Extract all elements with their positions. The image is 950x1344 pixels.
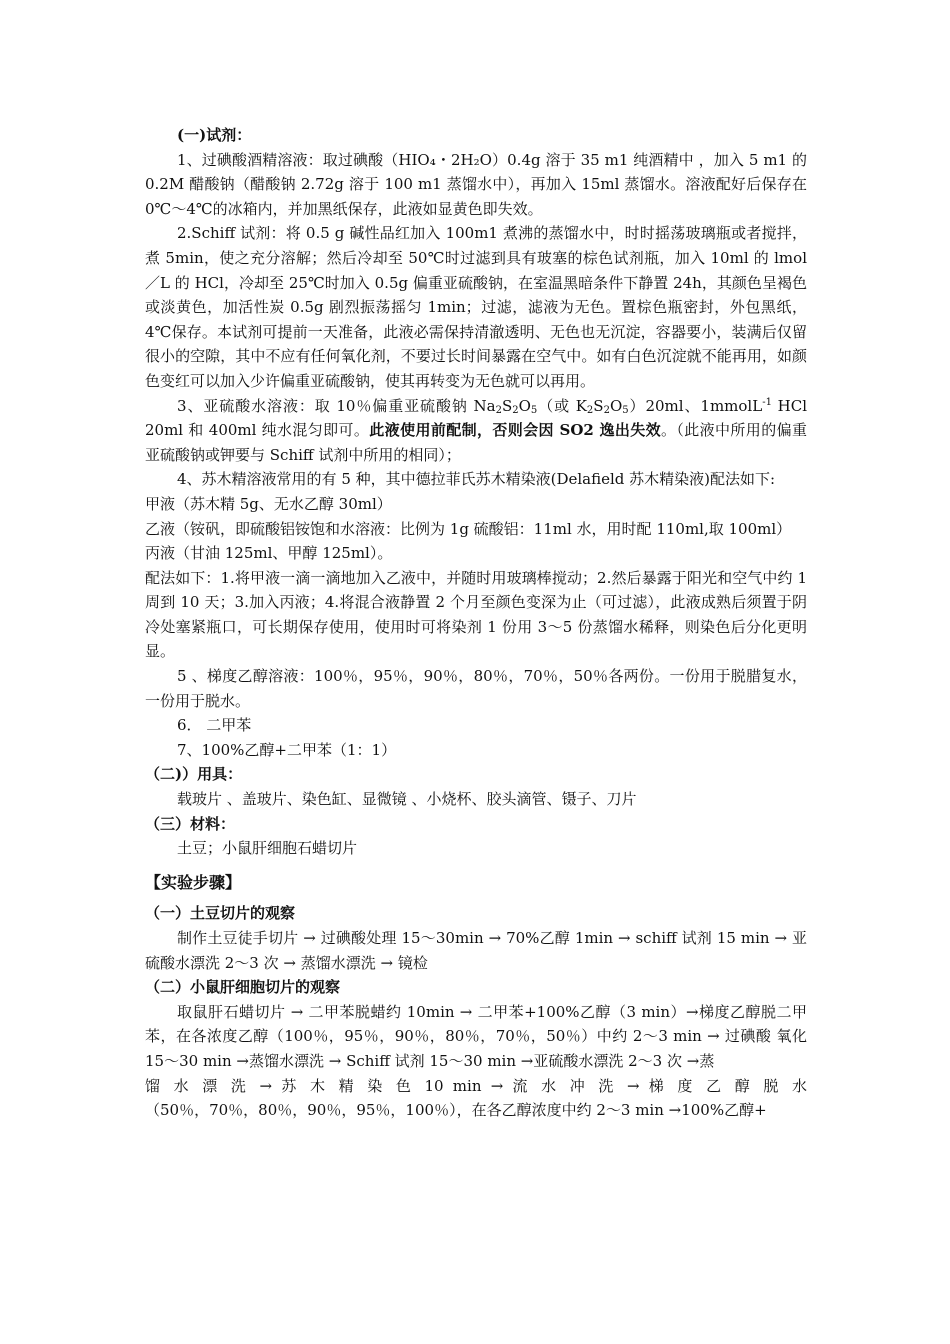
step-2-procedure-line-2: 馏 水 漂 洗 → 苏 木 精 染 色 10 min → 流 水 冲 洗 → 梯 度 乙 醇 脱 水 <box>145 1076 807 1095</box>
step-1-procedure: 制作土豆徒手切片 → 过碘酸处理 15～30min → 70%乙醇 1min → schiff 试剂 15 min → 亚硫酸水漂洗 2～3 次 → 蒸馏水漂洗 → 镜检 <box>145 929 807 972</box>
reagent-2-paragraph: 2.Schiff 试剂：将 0.5 g 碱性品红加入 100m1 煮沸的蒸馏水中，时时摇荡玻璃瓶或者搅拌，煮 5min，使之充分溶解；然后冷却至 50℃时过滤到具有玻塞的棕色试剂瓶，加入 10ml 的 lmol／L 的 HCl，冷却至 25℃时加入 0.5g 偏重亚硫酸钠，在室温黑暗条件下静置 24h，其颜色呈褐色或淡黄色，加活性炭 0.5g 剧烈振荡摇匀 1min；过滤，滤液为无色。置棕色瓶密封，外包黑纸，4℃保存。本试剂可提前一天准备，此液必需保持清澈透明、无色也无沉淀，容器要小，装满后仅留很小的空隙，其中不应有任何氧化剂，不要过长时间暴露在空气中。如有白色沉淀就不能再用，如颜色变红可以加入少许偏重亚硫酸钠，使其再转变为无色就可以再用。 <box>145 224 807 390</box>
solution-a-line: 甲液（苏木精 5g、无水乙醇 30ml） <box>145 494 392 513</box>
materials-list: 土豆；小鼠肝细胞石蜡切片 <box>177 839 358 858</box>
section-materials-heading: （三）材料： <box>145 814 236 833</box>
steps-heading: 【实验步骤】 <box>145 872 242 892</box>
step-1-heading: （一）土豆切片的观察 <box>145 904 296 923</box>
solution-c-line: 丙液（甘油 125ml、甲醇 125ml）。 <box>145 544 393 563</box>
reagent-3-warning: 此液使用前配制，否则会因 SO2 逸出失效 <box>369 421 661 440</box>
reagent-4-paragraph: 4、苏木精溶液常用的有 5 种，其中德拉菲氏苏木精染液(Delafield 苏木精染液)配法如下: <box>177 470 776 489</box>
solution-b-line: 乙液（铵矾，即硫酸铝铵饱和水溶液：比例为 1g 硫酸铝：11ml 水，用时配 110ml,取 100ml） <box>145 519 792 538</box>
reagent-3-paragraph: 3、亚硫酸水溶液：取 10％偏重亚硫酸钠 $Na_2S_2O_5$（或 $K_2S_2O_5)20ml$、1mmolL$^{-1}$ HCl 20ml 和 400ml 纯水混匀即可。此液使用前配制，否则会因 SO2 逸出失效。（此液中所用的偏重亚硫酸钠或钾要与 Schiff 试剂中所用的相同）； <box>145 396 807 464</box>
tools-list: 载玻片 、盖玻片、染色缸、显微镜 、小烧杯、胶头滴管、镊子、刀片 <box>177 790 637 809</box>
reagent-1-paragraph: 1、过碘酸酒精溶液：取过碘酸（HIO₄・2H₂O）0.4g 溶于 35 m1 纯酒精中 ，加入 5 m1 的 0.2M 醋酸钠（醋酸钠 2.72g 溶于 100 m1 蒸馏水中），再加入 15ml 蒸馏水。溶液配好后保存在 0℃～4℃的冰箱内，并加黑纸保存，此液如显黄色即失效。 <box>145 150 807 218</box>
section-tools-heading: （二)）用具： <box>145 765 243 784</box>
section-reagents-heading: (一)试剂： <box>177 126 252 144</box>
step-2-heading: （二）小鼠肝细胞切片的观察 <box>145 978 341 997</box>
document-page <box>145 123 807 1123</box>
preparation-paragraph: 配法如下：1.将甲液一滴一滴地加入乙液中，并随时用玻璃棒搅动；2.然后暴露于阳光和空气中约 1 周到 10 天；3.加入丙液；4.将混合液静置 2 个月至颜色变深为止（可过滤），此液成熟后须置于阴冷处塞紧瓶口，可长期保存使用，使用时可将染剂 1 份用 3～5 份蒸馏水稀释，则染色后分化更明显。 <box>145 568 807 661</box>
step-2-procedure-line-3: （50％，70％，80％，90％，95％，100％），在各乙醇浓度中约 2～3 min →100%乙醇+ <box>145 1101 767 1120</box>
reagent-6-line: 6． 二甲苯 <box>177 716 252 735</box>
step-2-procedure: 取鼠肝石蜡切片 → 二甲苯脱蜡约 10min → 二甲苯+100%乙醇（3 min）→梯度乙醇脱二甲苯，在各浓度乙醇（100％，95％，90％，80％，70％，50％）中约 2～3 min → 过碘酸 氧化 15～30 min →蒸馏水漂洗 → Schiff 试剂 15～30 min →亚硫酸水漂洗 2～3 次 →蒸 <box>145 1002 807 1070</box>
reagent-5-paragraph: 5 、梯度乙醇溶液：100％，95％，90％，80％，70％，50％各两份。一份用于脱腊复水，一份用于脱水。 <box>145 667 807 710</box>
reagent-7-line: 7、100%乙醇+二甲苯（1：1） <box>177 740 397 759</box>
